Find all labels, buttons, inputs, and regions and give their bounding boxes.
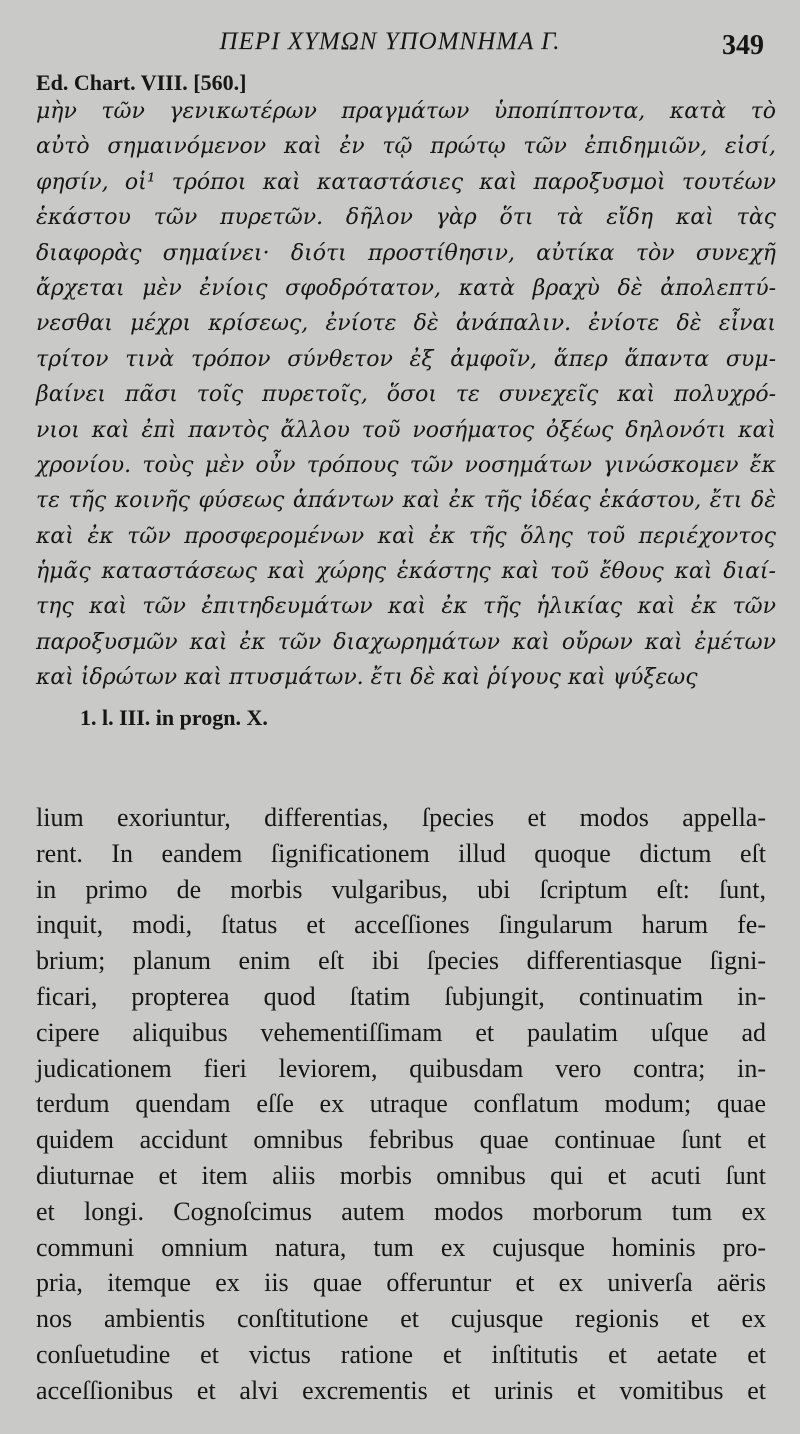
latin-text-line: diuturnae et item aliis morbis omnibus qui et acuti ſunt [36,1160,766,1190]
latin-text-line: quidem accidunt omnibus febribus quae continuae ſunt et [36,1125,766,1155]
latin-text-line: acceſſionibus et alvi excrementis et urinis et vomitibus et [36,1375,766,1405]
latin-text-line: in primo de morbis vulgaribus, ubi ſcriptum eſt: ſunt, [36,874,766,904]
edition-marker: Ed. Chart. VIII. [560.] [36,70,247,95]
greek-text-line: καὶ ἱδρώτων καὶ πτυσμάτων. ἔτι δὲ καὶ ῥίγους καὶ ψύξεως [36,665,698,691]
latin-text-line: cipere aliquibus vehementiſſimam et paulatim uſque ad [36,1017,766,1047]
greek-text-line: διαφορὰς σημαίνει· διότι προστίθησιν, αὐτίκα τὸν συνεχῆ [36,240,776,266]
running-title: ΠΕΡΙ ΧΥΜΩΝ ΥΠΟΜΝΗΜΑ Γ. [219,28,561,55]
greek-text-line: ἄρχεται μὲν ἐνίοις σφοδρότατον, κατὰ βραχὺ δὲ ἀπολεπτύ- [36,275,776,301]
latin-text-line: inquit, modi, ſtatus et acceſſiones ſingularum harum fe- [36,910,766,940]
greek-text-line: μὴν τῶν γενικωτέρων πραγμάτων ὑποπίπτοντα, κατὰ τὸ [36,99,776,124]
latin-text-line: pria, itemque ex iis quae offeruntur et ex univerſa aëris [36,1268,766,1298]
greek-text-line: βαίνει πᾶσι τοῖς πυρετοῖς, ὅσοι τε συνεχεῖς καὶ πολυχρό- [36,382,776,408]
latin-text-line: communi omnium natura, tum ex cujusque hominis pro- [36,1232,766,1262]
greek-text-line: νεσθαι μέχρι κρίσεως, ἐνίοτε δὲ ἀνάπαλιν. ἐνίοτε δὲ εἶναι [36,311,776,337]
footnote: 1. l. III. in progn. X. [80,705,268,730]
latin-text-line: brium; planum enim eſt ibi ſpecies differentiasque ſigni- [36,946,766,976]
greek-text-line: της καὶ τῶν ἐπιτηδευμάτων καὶ ἐκ τῆς ἡλικίας καὶ ἐκ τῶν [36,594,776,620]
latin-text-line: lium exoriuntur, differentias, ſpecies et modos appella- [36,803,766,832]
greek-text-line: ἡμᾶς καταστάσεως καὶ χώρης ἑκάστης καὶ τοῦ ἔθους καὶ διαί- [36,559,776,585]
greek-text-line: αὐτὸ σημαινόμενον καὶ ἐν τῷ πρώτῳ τῶν ἐπιδημιῶν, εἰσί, [36,134,776,160]
latin-text-line: rent. In eandem ſignificationem illud quoque dictum eſt [36,838,766,868]
greek-text-line: παροξυσμῶν καὶ ἐκ τῶν διαχωρημάτων καὶ οὔρων καὶ ἐμέτων [36,629,776,655]
latin-text-line: terdum quendam eſſe ex utraque conflatum modum; quae [36,1089,766,1119]
greek-text-line: καὶ ἐκ τῶν προσφερομένων καὶ ἐκ τῆς ὅλης τοῦ περιέχοντος [36,523,776,549]
page-number: 349 [722,30,764,61]
latin-text-line: judicationem fieri leviorem, quibusdam vero contra; in- [36,1053,766,1083]
greek-text-line: τε τῆς κοινῆς φύσεως ἁπάντων καὶ ἐκ τῆς ἰδέας ἑκάστου, ἔτι δὲ [36,488,776,514]
latin-text-line: et longi. Cognoſcimus autem modos morborum tum ex [36,1196,766,1226]
greek-text-line: ἑκάστου τῶν πυρετῶν. δῆλον γὰρ ὅτι τὰ εἴδη καὶ τὰς [36,205,776,231]
greek-text-line: τρίτον τινὰ τρόπον σύνθετον ἐξ ἀμφοῖν, ἅπερ ἅπαντα συμ- [36,346,776,372]
greek-text-block [36,94,776,696]
latin-text-line: nos ambientis conſtitutione et cujusque regionis et ex [36,1304,766,1334]
latin-text-line: conſuetudine et victus ratione et inſtitutis et aetate et [36,1339,766,1369]
latin-text-block [36,800,766,1409]
greek-text-line: χρονίου. τοὺς μὲν οὖν τρόπους τῶν νοσημάτων γινώσκομεν ἔκ [36,452,776,478]
latin-text-line: ficari, propterea quod ſtatim ſubjungit, continuatim in- [36,981,766,1011]
greek-text-line: νιοι καὶ ἐπὶ παντὸς ἄλλου τοῦ νοσήματος ὀξέως δηλονότι καὶ [36,417,776,443]
greek-text-line: φησίν, οἱ¹ τρόποι καὶ καταστάσιες καὶ παροξυσμοὶ τουτέων [36,169,776,195]
